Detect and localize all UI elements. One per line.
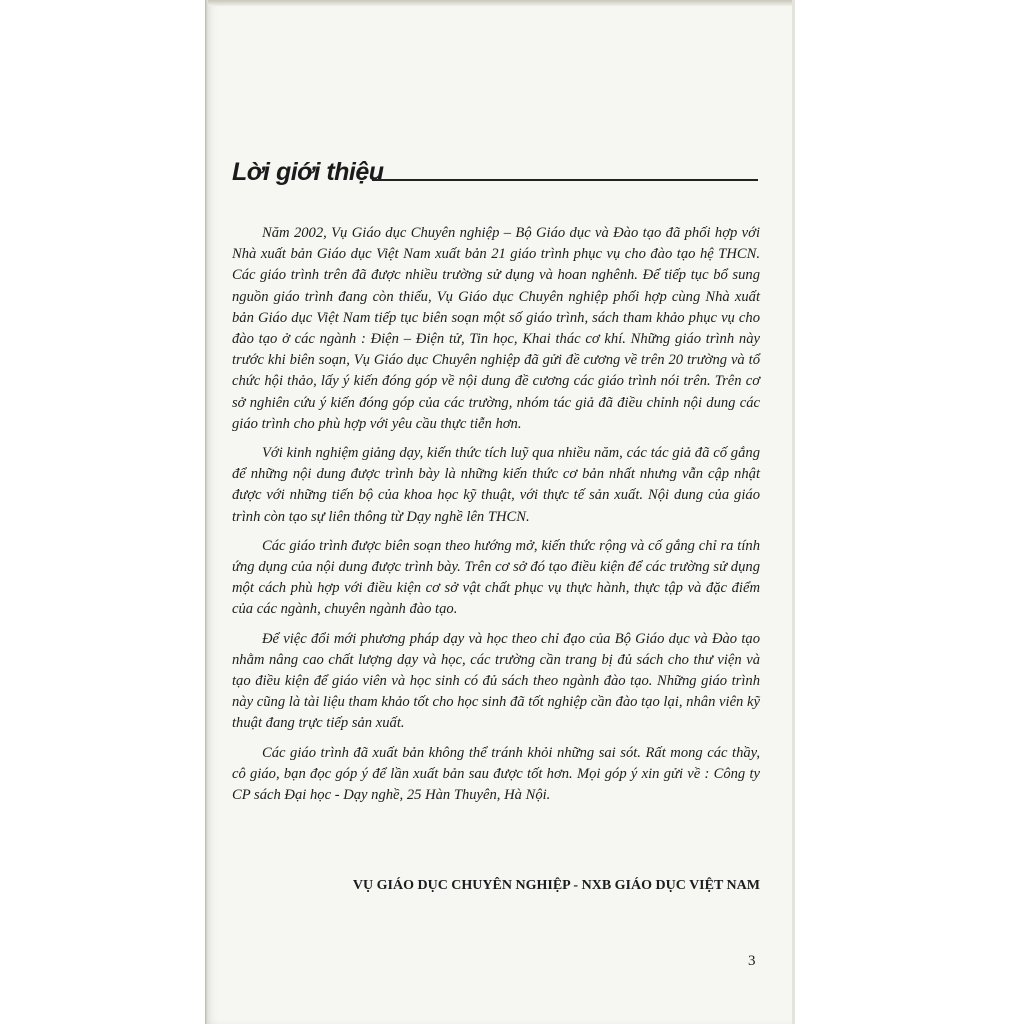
page-top-edge [205, 0, 795, 6]
paragraph-3: Các giáo trình được biên soạn theo hướng mở, kiến thức rộng và cố gắng chỉ ra tính ứng dụng của nội dung được trình bày. Trên cơ sở đó tạo điều kiện để các trường sử dụng một cách phù hợp với điều kiện cơ sở vật chất phục vụ thực hành, thực tập và đặc điểm của các ngành, chuyên ngành đào tạo. [232, 537, 760, 618]
page-number: 3 [748, 953, 756, 969]
paragraph-1: Năm 2002, Vụ Giáo dục Chuyên nghiệp – Bộ Giáo dục và Đào tạo đã phối hợp với Nhà xuất bản Giáo dục Việt Nam xuất bản 21 giáo trình phục vụ cho đào tạo hệ THCN. Các giáo trình trên đã được nhiều trường sử dụng và hoan nghênh. Để tiếp tục bổ sung nguồn giáo trình đang còn thiếu, Vụ Giáo dục Chuyên nghiệp phối hợp cùng Nhà xuất bản Giáo dục Việt Nam tiếp tục biên soạn một số giáo trình, sách tham khảo phục vụ cho đào tạo ở các ngành : Điện – Điện tử, Tin học, Khai thác cơ khí. Những giáo trình này trước khi biên soạn, Vụ Giáo dục Chuyên nghiệp đã gửi đề cương về trên 20 trường và tổ chức hội thảo, lấy ý kiến đóng góp về nội dung đề cương các giáo trình nói trên. Trên cơ sở nghiên cứu ý kiến đóng góp của các trường, nhóm tác giả đã điều chỉnh nội dung các giáo trình cho phù hợp với yêu cầu thực tiễn hơn. [232, 225, 760, 432]
publisher-signature: VỤ GIÁO DỤC CHUYÊN NGHIỆP - NXB GIÁO DỤC VIỆT NAM [352, 878, 760, 893]
heading-rule [372, 179, 758, 181]
paragraph-2: Với kinh nghiệm giảng dạy, kiến thức tích luỹ qua nhiều năm, các tác giả đã cố gắng để những nội dung được trình bày là những kiến thức cơ bản nhất nhưng vẫn cập nhật được với những tiến bộ của khoa học kỹ thuật, với thực tế sản xuất. Nội dung của giáo trình còn tạo sự liên thông từ Dạy nghề lên THCN. [232, 445, 760, 525]
page-heading: Lời giới thiệu [232, 158, 384, 186]
paragraph-5: Các giáo trình đã xuất bản không thể tránh khỏi những sai sót. Rất mong các thầy, cô giáo, bạn đọc góp ý để lần xuất bản sau được tốt hơn. Mọi góp ý xin gửi về : Công ty CP sách Đại học - Dạy nghề, 25 Hàn Thuyên, Hà Nội. [232, 744, 760, 804]
body-text [232, 223, 760, 814]
paragraph-4: Để việc đổi mới phương pháp dạy và học theo chỉ đạo của Bộ Giáo dục và Đào tạo nhằm nâng cao chất lượng dạy và học, các trường cần trang bị đủ sách cho thư viện và tạo điều kiện để giáo viên và học sinh có đủ sách theo ngành đào tạo. Những giáo trình này cũng là tài liệu tham khảo tốt cho học sinh đã tốt nghiệp cần đào tạo lại, nhân viên kỹ thuật đang trực tiếp sản xuất. [232, 630, 760, 732]
heading-row [232, 158, 772, 194]
page-binding-edge [205, 0, 208, 1024]
page-outer-edge [792, 0, 795, 1024]
